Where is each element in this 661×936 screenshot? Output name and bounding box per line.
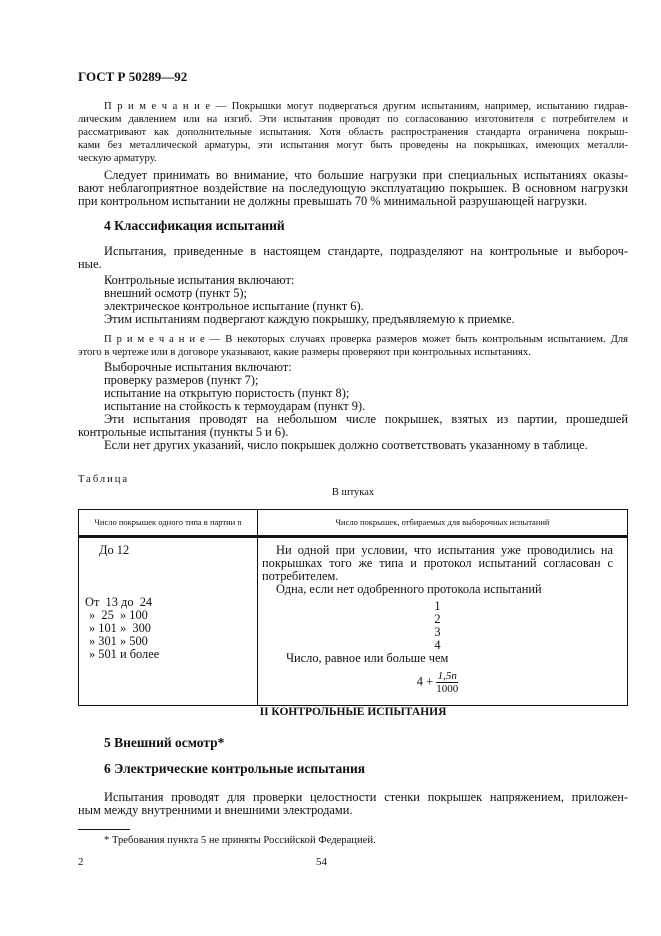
paragraph [78, 791, 628, 817]
paragraph [78, 100, 628, 165]
table-label: Таблица [78, 474, 130, 485]
section-5-heading: 5 Внешний осмотр* [104, 735, 225, 750]
text-line: Если нет других указаний, число покрышек должно соответствовать указанному в таблице. [104, 438, 588, 452]
text-line: испытание на стойкость к термоударам (пункт 9). [104, 399, 366, 413]
paragraph [78, 413, 628, 439]
header-batch-size: Число покрышек одного типа в партии n [79, 510, 258, 537]
text-line: этого в чертеже или в договоре указывают, какие размеры проверяют при контрольных испытаниях. [78, 347, 531, 358]
text-line: Ни одной при условии, что испытания уже проводились на [276, 543, 613, 557]
page-number-left: 2 [78, 856, 84, 868]
text-line: электрическое контрольное испытание (пункт 6). [104, 299, 364, 313]
paragraph [78, 169, 628, 208]
text-line: Эти испытания проводят на небольшом числе покрышек, взятых из партии, прошедшей [104, 412, 628, 426]
text-line: ные. [78, 257, 102, 271]
text-line: Испытания проводят для проверки целостности стенки покрышек напряжением, приложен- [104, 790, 628, 804]
text-line: П р и м е ч а н и е — Покрышки могут подвергаться другим испытаниям, например, испытанию гидрав- [104, 101, 628, 112]
range-value: » 301 » 500 [89, 634, 148, 648]
text-line: при контрольном испытании не должны превышать 70 % минимальной разрушающей нагрузки. [78, 194, 588, 208]
text-line: Контрольные испытания включают: [104, 273, 295, 287]
range-value: От 13 до 24 [85, 595, 153, 609]
text-line: Выборочные испытания включают: [104, 360, 292, 374]
section-4-heading: 4 Классификация испытаний [104, 218, 285, 233]
text-line: ным между внутренними и внешними электродами. [78, 803, 353, 817]
sample-count-value: 3 [434, 625, 441, 639]
text-line: ками без металлической арматуры, эти испытания могут быть проведены на покрышках, имеющих металли- [78, 140, 628, 151]
formula-denominator: 1000 [436, 683, 459, 695]
text-line: рассматривают как дополнительные испытания. Хотя область распространения стандарта ограничена покрыш- [78, 127, 628, 138]
range-value: » 501 и более [89, 647, 160, 661]
sample-count-cell [258, 537, 628, 706]
text-line: проверку размеров (пункт 7); [104, 373, 259, 387]
paragraph [78, 439, 628, 452]
sample-count-value: 1 [434, 599, 441, 613]
text-line: вают неблагоприятное воздействие на последующую эксплуатацию покрышек. В основном нагрузки [78, 181, 628, 195]
table-units: В штуках [331, 487, 375, 498]
paragraph [78, 333, 628, 359]
text-line: Испытания, приведенные в настоящем стандарте, подразделяют на контрольные и выбороч- [104, 244, 628, 258]
sample-count-value: 2 [434, 612, 441, 626]
header-sample-count: Число покрышек, отбираемых для выборочных испытаний [258, 510, 628, 537]
formula [262, 670, 613, 695]
text-line: ческую арматуру. [78, 153, 157, 164]
text-line: Следует принимать во внимание, что большие нагрузки при специальных испытаниях оказы- [104, 168, 628, 182]
footnote: * Требования пункта 5 не приняты Российской Федерацией. [104, 835, 376, 846]
footnote-divider [78, 829, 130, 830]
table-header-row [79, 510, 628, 537]
text-line: контрольные испытания (пункты 5 и 6). [78, 425, 289, 439]
document-header: ГОСТ Р 50289—92 [78, 69, 188, 84]
range-value: » 101 » 300 [89, 621, 151, 635]
batch-size-cell [79, 537, 258, 706]
table-row [79, 537, 628, 706]
paragraph [78, 313, 628, 326]
text-line: потребителем. [262, 569, 339, 583]
range-value: » 25 » 100 [89, 608, 148, 622]
formula-lead: 4 + [416, 674, 434, 689]
section-6-heading: 6 Электрические контрольные испытания [104, 761, 366, 776]
range-up-to-12: До 12 [99, 543, 130, 557]
last-count-text: Число, равное или больше чем [286, 651, 449, 665]
sample-count-value: 4 [434, 638, 441, 652]
page-number-center: 54 [316, 856, 327, 868]
text-line: Этим испытаниям подвергают каждую покрышку, предъявляемую к приемке. [104, 312, 515, 326]
text-line: П р и м е ч а н и е — В некоторых случаях проверка размеров может быть контрольным испытанием. Для [104, 334, 628, 345]
paragraph [78, 245, 628, 271]
one-if-no-protocol: Одна, если нет одобренного протокола испытаний [276, 582, 542, 596]
text-line: покрышках того же типа и протокол испытаний согласован с [262, 556, 613, 570]
section-2-heading: II КОНТРОЛЬНЫЕ ИСПЫТАНИЯ [259, 706, 447, 718]
text-line: внешний осмотр (пункт 5); [104, 286, 247, 300]
formula-numerator: 1,5n [437, 670, 457, 682]
sampling-table [78, 509, 628, 706]
text-line: испытание на открытую пористость (пункт 8); [104, 386, 350, 400]
text-line: лическим давлением или на изгиб. Эти испытания проводят по согласованию изготовителя с потребителем и [78, 114, 628, 125]
